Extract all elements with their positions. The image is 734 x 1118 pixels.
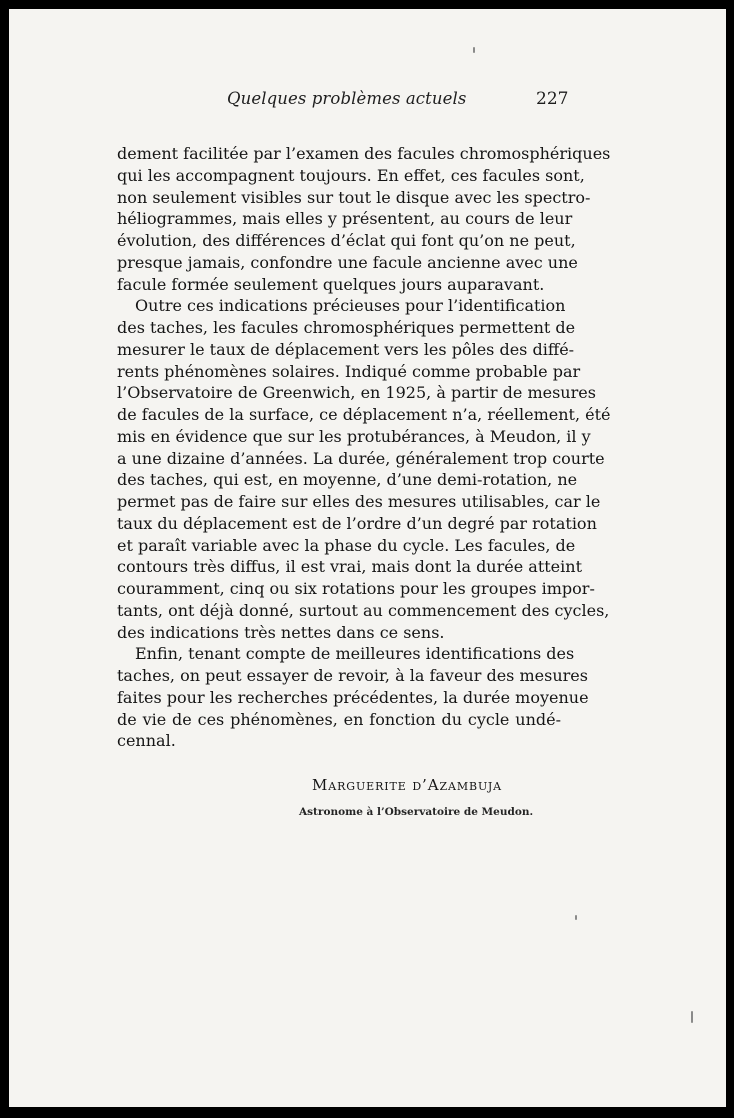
text-line: dement facilitée par l’examen des facules chromosphériques	[117, 144, 611, 163]
text-line: Enfin, tenant compte de meilleures identifications des	[135, 644, 575, 664]
text-line: des taches, les facules chromosphériques permettent de	[117, 318, 576, 337]
author-affiliation: Astronome à l’Observatoire de Meudon.	[299, 806, 534, 818]
text-line: rents phénomènes solaires. Indiqué comme probable par	[117, 361, 581, 381]
text-line: mesurer le taux de déplacement vers les pôles des diffé-	[117, 339, 575, 359]
text-line: héliogrammes, mais elles y présentent, au cours de leur	[117, 209, 573, 229]
text-line: qui les accompagnent toujours. En effet, ces facules sont,	[117, 165, 585, 185]
text-line: tants, ont déjà donné, surtout au commencement des cycles,	[117, 600, 610, 620]
text-line: contours très diffus, il est vrai, mais dont la durée atteint	[117, 557, 582, 577]
text-line: et paraît variable avec la phase du cycle. Les facules, de	[117, 535, 576, 555]
text-line: mis en évidence que sur les protubérances, à Meudon, il y	[117, 426, 591, 446]
running-head-title: Quelques problèmes actuels	[227, 89, 467, 108]
scan-speck	[575, 915, 577, 920]
text-line: taches, on peut essayer de revoir, à la faveur des mesures	[117, 666, 588, 685]
text-line: taux du déplacement est de l’ordre d’un degré par rotation	[117, 513, 597, 533]
running-head	[9, 89, 726, 115]
text-line: a une dizaine d’années. La durée, généralement trop courte	[117, 448, 605, 468]
text-line: non seulement visibles sur tout le disque avec les spectro-	[117, 187, 591, 207]
text-line: de facules de la surface, ce déplacement n’a, réellement, été	[117, 405, 611, 424]
text-line: l’Observatoire de Greenwich, en 1925, à partir de mesures	[117, 383, 596, 403]
text-line: de vie de ces phénomènes, en fonction du cycle undé-	[117, 709, 561, 729]
scan-speck	[473, 47, 475, 53]
text-line: cennal.	[117, 731, 176, 751]
text-line: des taches, qui est, en moyenne, d’une demi-rotation, ne	[117, 470, 578, 490]
text-line: facule formée seulement quelques jours auparavant.	[117, 274, 545, 294]
text-line: faites pour les recherches précédentes, la durée moyenue	[117, 687, 589, 707]
text-line: des indications très nettes dans ce sens.	[117, 622, 445, 642]
page-number: 227	[536, 89, 569, 109]
author-signature: Marguerite d’Azambuja	[312, 776, 503, 794]
page	[9, 9, 726, 1107]
scan-speck	[691, 1011, 693, 1023]
text-line: Outre ces indications précieuses pour l’identification	[135, 296, 566, 316]
text-line: presque jamais, confondre une facule ancienne avec une	[117, 252, 578, 272]
text-line: permet pas de faire sur elles des mesures utilisables, car le	[117, 492, 601, 511]
text-line: évolution, des différences d’éclat qui font qu’on ne peut,	[117, 231, 576, 250]
body-text	[117, 143, 611, 752]
text-line: couramment, cinq ou six rotations pour les groupes impor-	[117, 579, 595, 598]
